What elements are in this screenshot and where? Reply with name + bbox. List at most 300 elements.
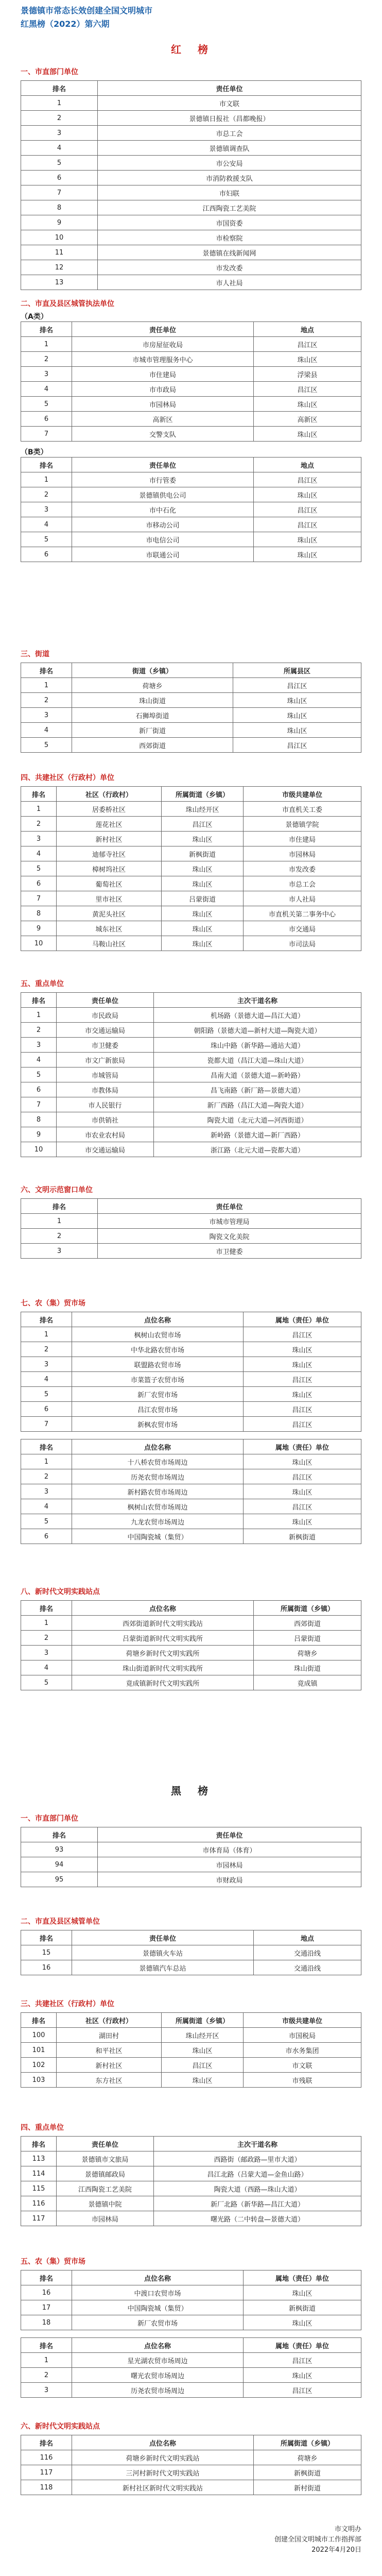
table-cell: 市住建局	[72, 367, 254, 382]
table-cell: 6	[21, 1402, 72, 1417]
table-cell: 新枫街道	[244, 2300, 361, 2315]
table-cell: 市人民银行	[57, 1097, 154, 1112]
table-row	[21, 1857, 361, 1872]
red-sec2a-table	[21, 321, 361, 442]
black-sec5-table2	[21, 2337, 361, 2398]
col-header: 点位名称	[72, 1312, 244, 1327]
red-sec7-table1	[21, 1312, 361, 1432]
table-cell: 2	[21, 1229, 98, 1244]
table-row	[21, 1082, 361, 1097]
table-cell: 景德镇调查队	[98, 141, 361, 156]
table-cell: 东方社区	[57, 2073, 162, 2088]
table-cell: 市文广新旅局	[57, 1053, 154, 1067]
table-cell: 101	[21, 2043, 57, 2058]
table-cell: 昌江北路（吕蒙大道—金鱼山路）	[154, 2166, 361, 2181]
table-row	[21, 1342, 361, 1357]
table-cell: 昌江区	[254, 502, 361, 517]
table-cell: 枫树山农贸市场周边	[72, 1499, 244, 1514]
col-header: 排名	[21, 1312, 72, 1327]
table-row	[21, 472, 361, 487]
table-row	[21, 1842, 361, 1857]
table-cell: 居委桥社区	[57, 802, 162, 817]
table-cell: 历尧农贸市场周边	[72, 2383, 244, 2398]
table-cell: 市市政局	[72, 382, 254, 397]
table-cell: 市交通运输局	[57, 1023, 154, 1038]
table-cell: 陶瓷文化美院	[98, 1229, 361, 1244]
table-row	[21, 1960, 361, 1975]
table-cell: 珠山区	[244, 1342, 361, 1357]
table-cell: 18	[21, 2315, 72, 2330]
table-cell: 4	[21, 1499, 72, 1514]
col-header: 社区（行政村）	[57, 787, 162, 802]
table-row	[21, 1244, 361, 1259]
table-cell: 景德镇学院	[244, 817, 361, 832]
col-header: 所属街道（乡镇）	[162, 787, 244, 802]
table-row	[21, 1660, 361, 1675]
table-cell: 浙江路（北元大道—瓷都大道）	[154, 1142, 361, 1157]
table-cell: 8	[21, 200, 98, 215]
table-cell: 浮梁县	[254, 367, 361, 382]
col-header: 点位名称	[72, 1439, 244, 1454]
table-cell: 昌江区	[244, 1327, 361, 1342]
black-list-title: 黑 榜	[171, 1785, 211, 1797]
footer-date: 2022年4月20日	[311, 2546, 361, 2554]
table-cell: 荷塘乡	[72, 678, 233, 693]
table-row	[21, 352, 361, 367]
table-cell: 市人社局	[98, 275, 361, 290]
table-row	[21, 382, 361, 397]
table-row	[21, 215, 361, 230]
table-cell: 1	[21, 1616, 72, 1631]
table-cell: 新枫农贸市场	[72, 1417, 244, 1432]
table-cell: 15	[21, 1945, 72, 1960]
table-row	[21, 1417, 361, 1432]
table-cell: 昌江农贸市场	[72, 1402, 244, 1417]
table-row	[21, 1127, 361, 1142]
table-row	[21, 1402, 361, 1417]
table-row	[21, 2450, 361, 2465]
table-cell: 市司法局	[244, 936, 361, 951]
col-header: 点位名称	[72, 2435, 254, 2450]
table-row	[21, 1327, 361, 1342]
table-cell: 市园林局	[57, 2211, 154, 2226]
table-row	[21, 1499, 361, 1514]
table-cell: 珠山区	[254, 532, 361, 547]
table-cell: 6	[21, 876, 57, 891]
table-cell: 市文联	[244, 2058, 361, 2073]
table-cell: 新厂农贸市场	[72, 2315, 244, 2330]
section-heading: 二、市直及县区城管执法单位	[21, 300, 114, 308]
table-cell: 2	[21, 693, 72, 708]
table-cell: 珠山区	[254, 427, 361, 442]
table-cell: 1	[21, 96, 98, 111]
table-cell: 5	[21, 861, 57, 876]
table-cell: 市消防救援支队	[98, 171, 361, 185]
table-cell: 珠山经开区	[162, 802, 244, 817]
table-cell: 昌江区	[162, 2058, 244, 2073]
sub-heading-a: （A类）	[21, 313, 48, 321]
table-row	[21, 2166, 361, 2181]
table-cell: 117	[21, 2211, 57, 2226]
table-row	[21, 156, 361, 171]
table-cell: 曙光路（二中转盘—景德大道）	[154, 2211, 361, 2226]
col-header: 责任单位	[72, 457, 254, 472]
col-header: 点位名称	[72, 1601, 254, 1616]
table-cell: 13	[21, 275, 98, 290]
table-cell: 8	[21, 1112, 57, 1127]
table-cell: 市直机关工委	[244, 802, 361, 817]
table-cell: 珠山街道	[254, 1660, 361, 1675]
table-row	[21, 802, 361, 817]
table-cell: 珠山区	[254, 547, 361, 562]
table-cell: 93	[21, 1842, 98, 1857]
table-cell: 珠山区	[162, 906, 244, 921]
table-cell: 景德镇邮政局	[57, 2166, 154, 2181]
table-cell: 西郊街道新时代文明实践站	[72, 1616, 254, 1631]
table-cell: 珠山中路（新华路—通站大道）	[154, 1038, 361, 1053]
table-cell: 12	[21, 260, 98, 275]
red-sec4-table	[21, 786, 361, 951]
table-cell: 黄泥头社区	[57, 906, 162, 921]
table-row	[21, 2480, 361, 2495]
table-row	[21, 936, 361, 951]
col-header: 责任单位	[57, 993, 154, 1008]
table-row	[21, 1112, 361, 1127]
section-heading: 三、共建社区（行政村）单位	[21, 2000, 114, 2008]
table-cell: 吕蒙街道新时代文明实践所	[72, 1631, 254, 1646]
table-cell: 5	[21, 1067, 57, 1082]
table-cell: 景德镇火车站	[72, 1945, 254, 1960]
table-row	[21, 1229, 361, 1244]
table-cell: 8	[21, 906, 57, 921]
footer-dept: 创建全国文明城市工作指挥部	[274, 2536, 361, 2544]
table-cell: 6	[21, 547, 72, 562]
table-cell: 珠山区	[162, 2043, 244, 2058]
col-header: 街道（乡镇）	[72, 663, 233, 678]
table-cell: 荷塘乡	[254, 2450, 361, 2465]
col-header: 排名	[21, 787, 57, 802]
table-cell: 珠山区	[162, 876, 244, 891]
table-cell: 10	[21, 1142, 57, 1157]
table-row	[21, 126, 361, 141]
table-cell: 市水务集团	[244, 2043, 361, 2058]
black-sec3	[21, 1999, 361, 2088]
col-header: 排名	[21, 2270, 72, 2285]
table-cell: 陶瓷大道（西路—珠山大道）	[154, 2181, 361, 2196]
table-cell: 景德镇市文旅局	[57, 2151, 154, 2166]
table-cell: 荷塘乡	[254, 1646, 361, 1660]
table-cell: 市卫健委	[57, 1038, 154, 1053]
table-cell: 珠山区	[233, 708, 361, 723]
table-cell: 昌江区	[254, 337, 361, 352]
table-cell: 5	[21, 1387, 72, 1402]
col-header: 属地（责任）单位	[244, 2338, 361, 2353]
table-cell: 新村社区新时代文明实践站	[72, 2480, 254, 2495]
table-cell: 94	[21, 1857, 98, 1872]
red-sec2b-table	[21, 457, 361, 562]
table-row	[21, 1038, 361, 1053]
col-header: 地点	[254, 457, 361, 472]
table-cell: 7	[21, 427, 72, 442]
col-header: 排名	[21, 663, 72, 678]
red-sec8-table	[21, 1600, 361, 1690]
table-cell: 9	[21, 921, 57, 936]
table-cell: 十八桥农贸市场周边	[72, 1454, 244, 1469]
table-cell: 1	[21, 1454, 72, 1469]
table-cell: 1	[21, 1327, 72, 1342]
table-row	[21, 2300, 361, 2315]
col-header: 排名	[21, 81, 98, 96]
table-cell: 3	[21, 1484, 72, 1499]
table-cell: 三河村新时代文明实践站	[72, 2465, 254, 2480]
table-cell: 湖田村	[57, 2028, 162, 2043]
table-row	[21, 1067, 361, 1082]
table-row	[21, 891, 361, 906]
red-list-title: 红 榜	[171, 43, 211, 56]
table-row	[21, 1372, 361, 1387]
col-header: 所属县区	[233, 663, 361, 678]
table-cell: 星光湖农贸市场周边	[72, 2353, 244, 2368]
table-cell: 迪郁寺社区	[57, 846, 162, 861]
table-cell: 新村路农贸市场周边	[72, 1484, 244, 1499]
table-row	[21, 397, 361, 412]
table-cell: 市直机关第二事务中心	[244, 906, 361, 921]
table-cell: 葡萄社区	[57, 876, 162, 891]
table-cell: 珠山区	[162, 921, 244, 936]
table-cell: 市联通公司	[72, 547, 254, 562]
table-cell: 市城市管理服务中心	[72, 352, 254, 367]
table-cell: 石狮埠街道	[72, 708, 233, 723]
section-heading: 六、新时代文明实践站点	[21, 2422, 100, 2431]
table-cell: 市民政局	[57, 1008, 154, 1023]
table-row	[21, 2151, 361, 2166]
table-row	[21, 502, 361, 517]
table-row	[21, 1945, 361, 1960]
red-sec3	[21, 649, 361, 753]
table-cell: 117	[21, 2465, 72, 2480]
table-cell: 曙光农贸市场周边	[72, 2368, 244, 2383]
table-cell: 2	[21, 487, 72, 502]
document-title: 景德镇市常态长效创建全国文明城市	[21, 6, 153, 15]
table-cell: 3	[21, 832, 57, 846]
black-sec2	[21, 1917, 361, 1975]
table-cell: 5	[21, 397, 72, 412]
table-cell: 昌江区	[254, 472, 361, 487]
table-row	[21, 200, 361, 215]
black-sec2-table	[21, 1930, 361, 1975]
table-cell: 市卫健委	[98, 1244, 361, 1259]
table-cell: 2	[21, 1023, 57, 1038]
table-cell: 市国税局	[244, 2028, 361, 2043]
black-sec3-table	[21, 2012, 361, 2088]
col-header: 主次干道名称	[154, 993, 361, 1008]
table-row	[21, 2285, 361, 2300]
table-cell: 枫树山农贸市场	[72, 1327, 244, 1342]
table-cell: 市妇联	[98, 185, 361, 200]
table-cell: 6	[21, 1082, 57, 1097]
table-cell: 116	[21, 2450, 72, 2465]
sub-heading-b: （B类）	[21, 448, 48, 456]
section-heading: 四、共建社区（行政村）单位	[21, 774, 114, 782]
table-cell: 11	[21, 245, 98, 260]
table-cell: 联盟路农贸市场	[72, 1357, 244, 1372]
table-cell: 3	[21, 367, 72, 382]
table-cell: 7	[21, 185, 98, 200]
table-cell: 新厂西路（昌江大道—陶瓷大道）	[154, 1097, 361, 1112]
black-sec1	[21, 1814, 361, 1887]
table-cell: 4	[21, 517, 72, 532]
table-cell: 2	[21, 2368, 72, 2383]
section-heading: 一、市直部门单位	[21, 68, 78, 76]
table-cell: 7	[21, 1097, 57, 1112]
red-sec4	[21, 773, 361, 951]
table-cell: 市供销社	[57, 1112, 154, 1127]
table-row	[21, 337, 361, 352]
table-cell: 3	[21, 708, 72, 723]
table-cell: 市财政局	[98, 1872, 361, 1887]
table-cell: 吕蒙街道	[162, 891, 244, 906]
table-row	[21, 141, 361, 156]
table-cell: 市国资委	[98, 215, 361, 230]
table-cell: 珠山区	[244, 1387, 361, 1402]
table-cell: 3	[21, 1038, 57, 1053]
table-cell: 3	[21, 126, 98, 141]
document-subtitle: 红黑榜（2022）第六期	[21, 19, 110, 29]
col-header: 社区（行政村）	[57, 2013, 162, 2028]
table-cell: 市住建局	[244, 832, 361, 846]
table-cell: 珠山区	[244, 1514, 361, 1529]
table-row	[21, 906, 361, 921]
table-cell: 珠山区	[254, 397, 361, 412]
col-header: 所属街道（乡镇）	[254, 1601, 361, 1616]
table-cell: 市公安局	[98, 156, 361, 171]
table-cell: 市总工会	[244, 876, 361, 891]
table-cell: 吕蒙街道	[254, 1631, 361, 1646]
table-cell: 珠山区	[244, 2368, 361, 2383]
col-header: 排名	[21, 2013, 57, 2028]
table-row	[21, 2465, 361, 2480]
table-cell: 景德镇汽车总站	[72, 1960, 254, 1975]
table-row	[21, 708, 361, 723]
black-sec5	[21, 2257, 361, 2398]
table-cell: 9	[21, 1127, 57, 1142]
table-cell: 1	[21, 802, 57, 817]
table-row	[21, 275, 361, 290]
table-cell: 市体育局（体育）	[98, 1842, 361, 1857]
table-cell: 5	[21, 1514, 72, 1529]
table-row	[21, 185, 361, 200]
table-cell: 昌江区	[244, 1372, 361, 1387]
table-cell: 10	[21, 230, 98, 245]
table-cell: 4	[21, 382, 72, 397]
table-cell: 城东社区	[57, 921, 162, 936]
table-cell: 昌南大道（景德大道—新岭路）	[154, 1067, 361, 1082]
table-row	[21, 1616, 361, 1631]
table-cell: 机场路（景德大道—昌江大道）	[154, 1008, 361, 1023]
table-cell: 4	[21, 846, 57, 861]
black-sec4	[21, 2123, 361, 2226]
table-cell: 市房屋征收局	[72, 337, 254, 352]
col-header: 市级共建单位	[244, 2013, 361, 2028]
col-header: 排名	[21, 322, 72, 337]
table-row	[21, 532, 361, 547]
table-cell: 市总工会	[98, 126, 361, 141]
table-row	[21, 678, 361, 693]
table-row	[21, 1053, 361, 1067]
table-row	[21, 2368, 361, 2383]
table-row	[21, 1023, 361, 1038]
table-cell: 95	[21, 1872, 98, 1887]
table-row	[21, 1514, 361, 1529]
red-sec1-table	[21, 80, 361, 290]
table-cell: 新厂农贸市场	[72, 1387, 244, 1402]
table-cell: 珠山区	[233, 723, 361, 738]
table-cell: 118	[21, 2480, 72, 2495]
table-row	[21, 2028, 361, 2043]
table-cell: 珠山区	[244, 1357, 361, 1372]
table-row	[21, 487, 361, 502]
table-row	[21, 1097, 361, 1112]
table-cell: 中国陶瓷城（集贸）	[72, 2300, 244, 2315]
col-header: 地点	[254, 1930, 361, 1945]
table-cell: 新厂北路（新华路—昌江大道）	[154, 2196, 361, 2211]
table-row	[21, 1484, 361, 1499]
col-header: 属地（责任）单位	[244, 1439, 361, 1454]
table-row	[21, 547, 361, 562]
section-heading: 三、街道	[21, 650, 49, 658]
table-cell: 景德镇日报社（昌都晚报）	[98, 111, 361, 126]
table-cell: 6	[21, 1529, 72, 1544]
table-cell: 西郊街道	[254, 1616, 361, 1631]
table-cell: 新枫街道	[244, 1529, 361, 1544]
table-row	[21, 723, 361, 738]
table-cell: 中国陶瓷城（集贸）	[72, 1529, 244, 1544]
red-sec2	[21, 299, 361, 562]
table-cell: 交通沿线	[254, 1960, 361, 1975]
col-header: 责任单位	[72, 322, 254, 337]
table-cell: 景德镇供电公司	[72, 487, 254, 502]
table-cell: 市发改委	[98, 260, 361, 275]
table-cell: 昌江区	[244, 1402, 361, 1417]
table-cell: 昌江区	[244, 1469, 361, 1484]
table-cell: 和平社区	[57, 2043, 162, 2058]
red-sec5-table	[21, 992, 361, 1157]
table-row	[21, 96, 361, 111]
table-cell: 市移动公司	[72, 517, 254, 532]
table-cell: 樟树坞社区	[57, 861, 162, 876]
table-cell: 2	[21, 1631, 72, 1646]
table-row	[21, 1469, 361, 1484]
table-cell: 瓷都大道（昌江大道—珠山大道）	[154, 1053, 361, 1067]
table-cell: 市交通运输局	[57, 1142, 154, 1157]
black-sec5-table1	[21, 2270, 361, 2330]
col-header: 所属街道（乡镇）	[162, 2013, 244, 2028]
col-header: 责任单位	[98, 1827, 361, 1842]
table-cell: 交通沿线	[254, 1945, 361, 1960]
table-cell: 3	[21, 1646, 72, 1660]
table-cell: 市电信公司	[72, 532, 254, 547]
table-cell: 交警支队	[72, 427, 254, 442]
table-cell: 市中石化	[72, 502, 254, 517]
table-row	[21, 367, 361, 382]
table-row	[21, 1387, 361, 1402]
footer	[274, 2524, 361, 2555]
table-cell: 4	[21, 1660, 72, 1675]
col-header: 排名	[21, 1930, 72, 1945]
table-cell: 昌江区	[254, 382, 361, 397]
col-header: 排名	[21, 457, 72, 472]
table-cell: 莲花社区	[57, 817, 162, 832]
